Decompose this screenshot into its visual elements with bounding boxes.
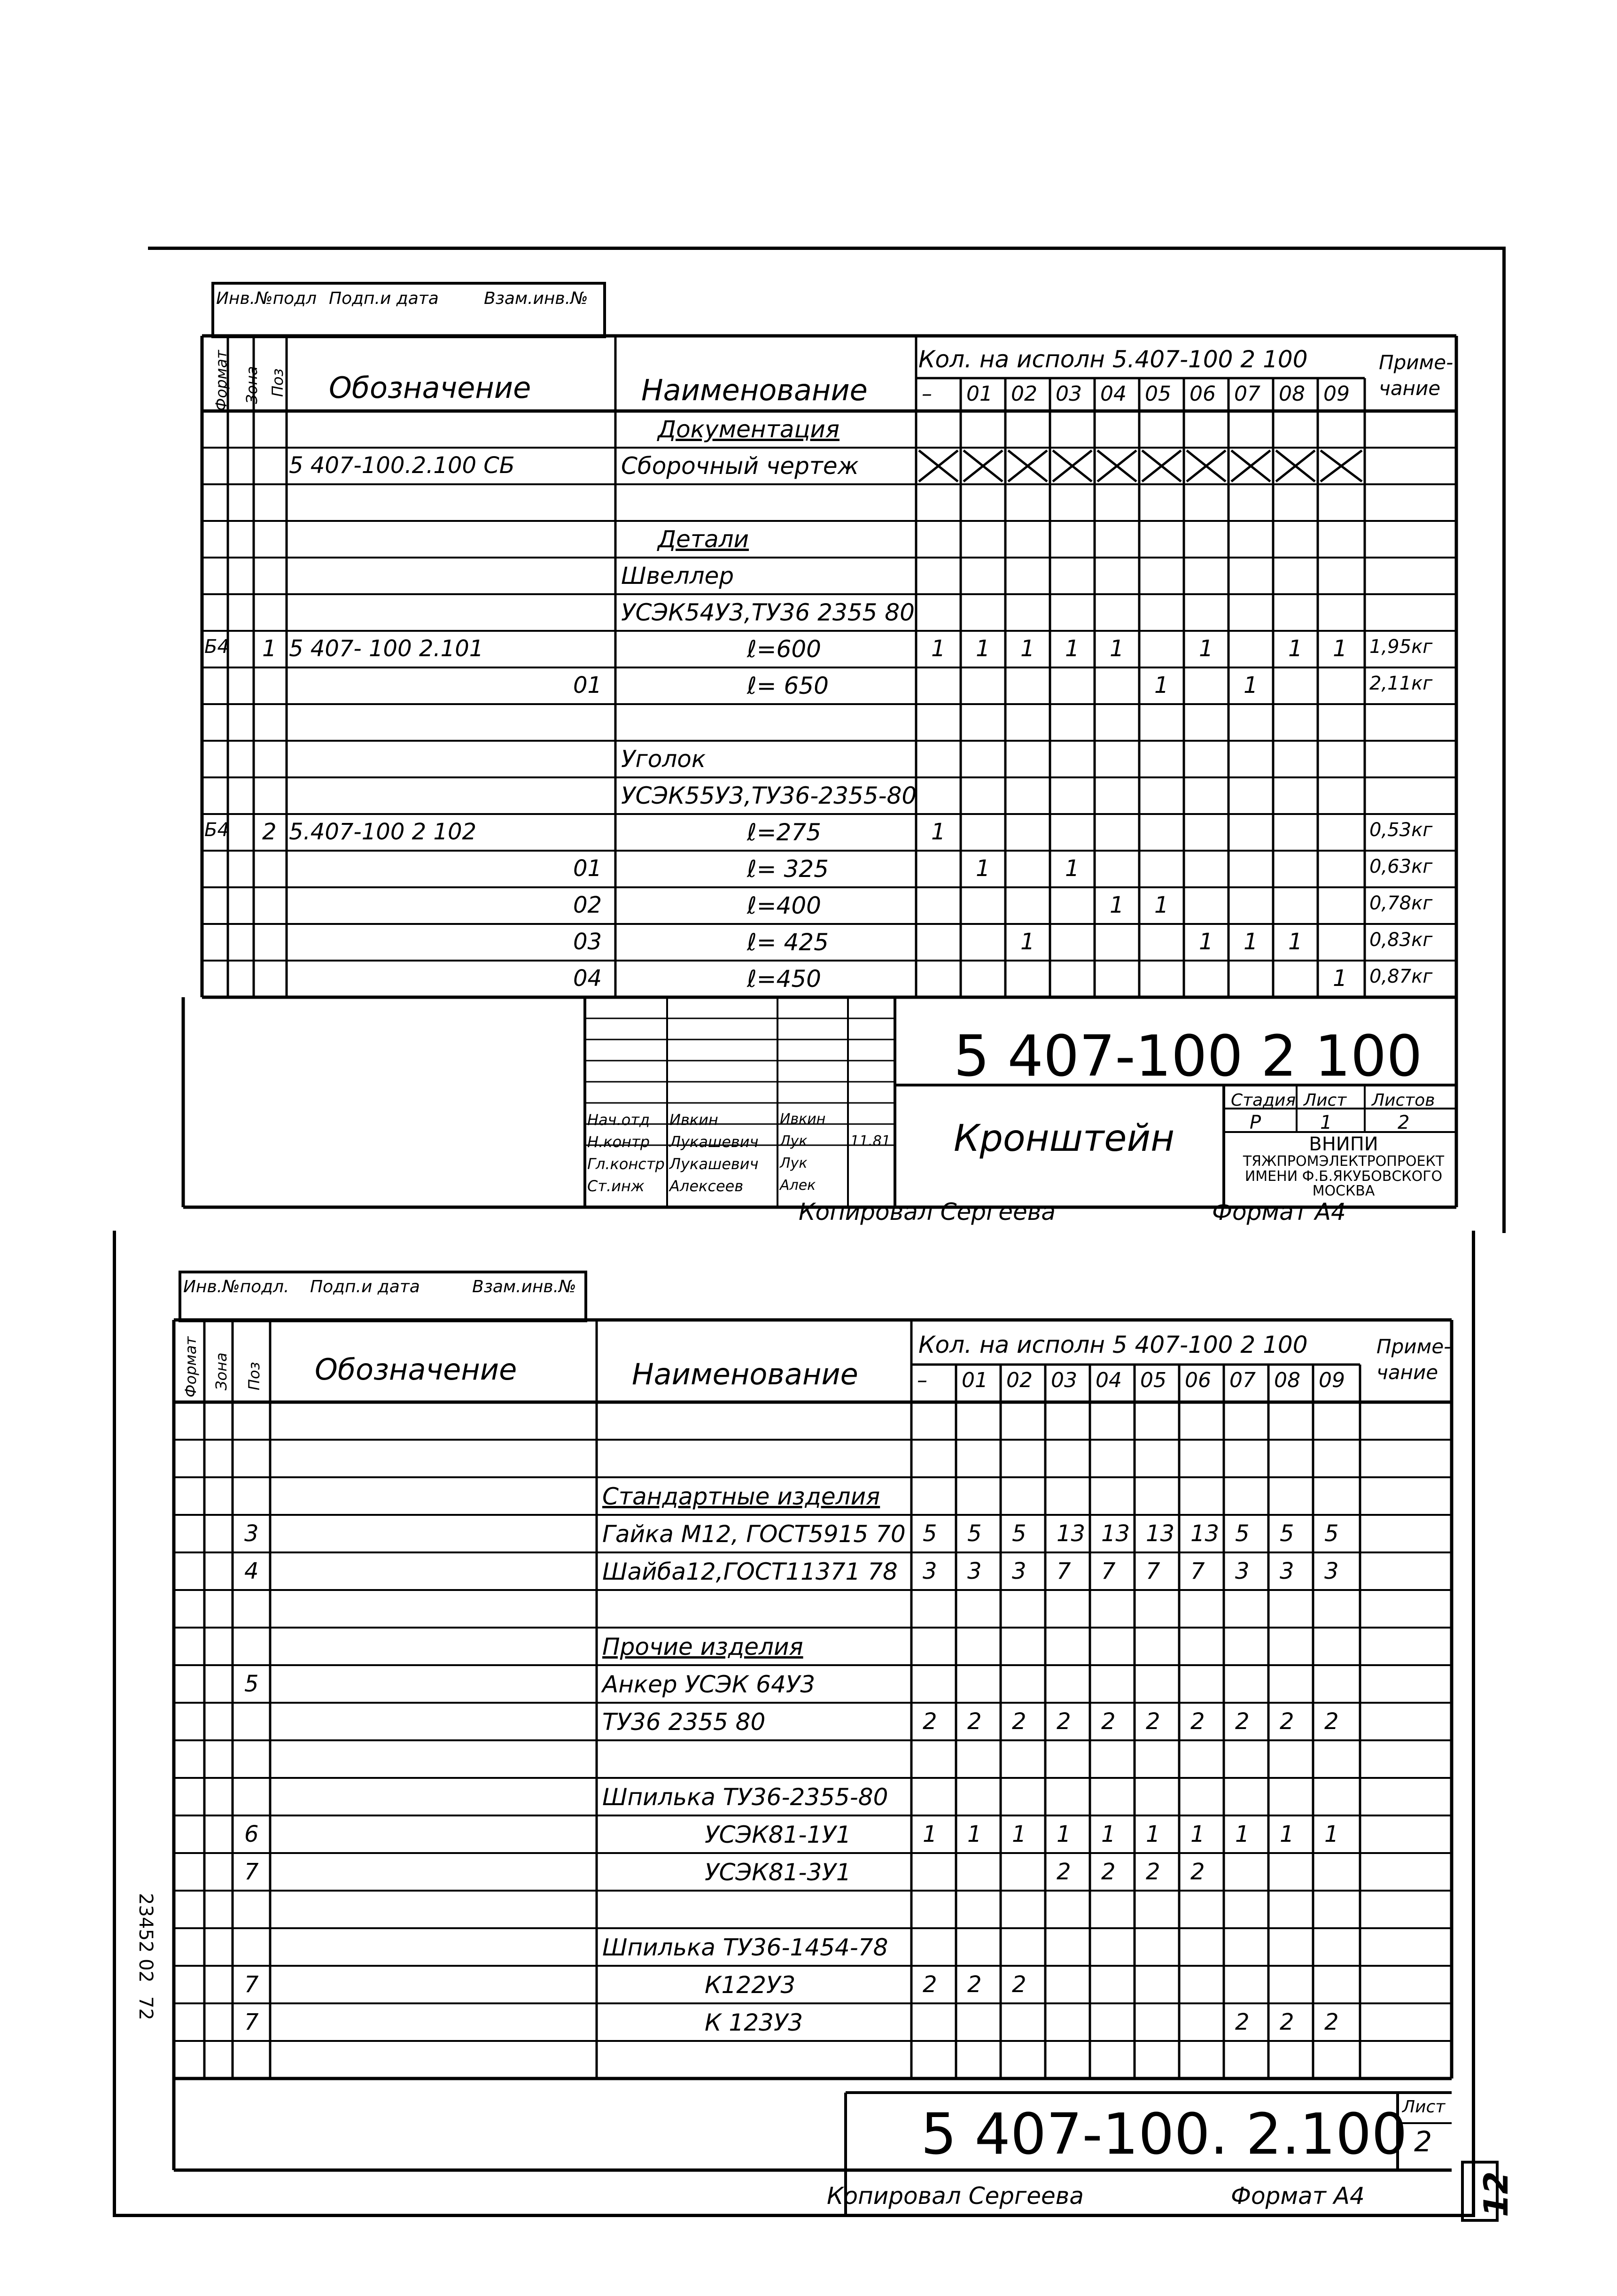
row-name: Сборочный чертеж (621, 452, 859, 480)
variant-header: 05 (1145, 382, 1171, 406)
org-line: МОСКВА (1312, 1183, 1375, 1199)
row-name: ℓ= 425 (747, 929, 829, 956)
row-position: 7 (244, 1859, 259, 1885)
variant-header: 06 (1185, 1368, 1211, 1392)
row-name: Анкер УСЭК 64У3 (602, 1671, 816, 1698)
variant-header: 01 (966, 382, 993, 406)
qty-cell: 2 (967, 1971, 982, 1998)
qty-cell: 3 (1012, 1558, 1026, 1584)
qty-cell: 2 (923, 1971, 937, 1998)
qty-cell: 1 (1244, 672, 1258, 698)
qty-cell: 7 (1057, 1558, 1071, 1584)
row-name: ТУ36 2355 80 (602, 1708, 766, 1736)
qty-cell: 2 (1235, 2009, 1250, 2035)
row-name: Гайка М12, ГОСТ5915 70 (602, 1520, 906, 1548)
qty-cell: 1 (1199, 929, 1213, 955)
qty-cell: 5 (1235, 1520, 1250, 1547)
page-number-box (1461, 2161, 1499, 2222)
qty-cell: 1 (1012, 1821, 1026, 1847)
staff-role: Н.контр (587, 1133, 650, 1151)
sheet2-sheet: 2 (1414, 2125, 1432, 2158)
row-position: 5 (244, 1671, 259, 1697)
qty-cell: 13 (1190, 1520, 1220, 1547)
row-name: Шпилька ТУ36-2355-80 (602, 1784, 888, 1811)
staff-role: Нач.отд (587, 1111, 650, 1129)
qty-cell: 2 (1101, 1859, 1116, 1885)
qty-cell: 1 (1244, 929, 1258, 955)
sheet1-sheet: 1 (1320, 1112, 1332, 1133)
qty-cell: 2 (1057, 1708, 1071, 1735)
qty-cell: 3 (967, 1558, 982, 1584)
qty-cell: 2 (1012, 1708, 1026, 1735)
qty-cell: 1 (1154, 672, 1169, 698)
qty-cell: 1 (1333, 636, 1347, 662)
sheet1-stamp-vzam: Взам.инв.№ (484, 289, 588, 308)
row-name: ℓ= 650 (747, 672, 829, 699)
sheet2-header-zone: Зона (212, 1352, 230, 1390)
row-name: К122У3 (705, 1971, 796, 1999)
row-name: УСЭК55У3,ТУ36-2355-80 (621, 782, 917, 809)
qty-cell: 1 (1146, 1821, 1160, 1847)
qty-cell: 1 (1280, 1821, 1294, 1847)
qty-cell: 5 (1280, 1520, 1294, 1547)
row-name: Шайба12,ГОСТ11371 78 (602, 1558, 898, 1585)
staff-name: Лукашевич (669, 1155, 759, 1173)
staff-sign: Алек (780, 1177, 816, 1194)
staff-role: Ст.инж (587, 1177, 645, 1195)
qty-cell: 1 (1110, 892, 1124, 918)
sheet1-stamp-sign: Подп.и дата (329, 289, 439, 308)
archive-number: 23452 02 (135, 1893, 156, 1983)
variant-header: 03 (1056, 382, 1082, 406)
qty-cell: 1 (1065, 855, 1080, 882)
row-name: ℓ=275 (747, 819, 821, 846)
row-name: ℓ= 325 (747, 855, 829, 883)
sheet1-header-designation: Обозначение (329, 371, 531, 405)
sheet2-format: Формат А4 (1231, 2182, 1365, 2210)
variant-header: 06 (1189, 382, 1216, 406)
variant-header: 09 (1319, 1368, 1345, 1392)
sheet1-sheets-label: Листов (1372, 1091, 1435, 1110)
variant-header: – (922, 382, 932, 406)
qty-cell: 2 (1190, 1859, 1205, 1885)
qty-cell: 3 (1324, 1558, 1339, 1584)
variant-header: 02 (1011, 382, 1037, 406)
row-note: 0,83кг (1369, 929, 1433, 951)
sheet2-header-name: Наименование (632, 1357, 858, 1391)
org-line: ИМЕНИ Ф.Б.ЯКУБОВСКОГО (1244, 1168, 1443, 1185)
qty-cell: 1 (923, 1821, 937, 1847)
sheet2-header-pos: Поз (245, 1362, 263, 1390)
qty-cell: 1 (1235, 1821, 1250, 1847)
variant-header: 08 (1274, 1368, 1300, 1392)
row-name: Шпилька ТУ36-1454-78 (602, 1934, 888, 1961)
org-line: ВНИПИ (1309, 1133, 1378, 1155)
staff-name: Ивкин (669, 1111, 718, 1129)
row-name: УСЭК81-3У1 (705, 1859, 851, 1886)
sheet1-header-format: Формат (212, 350, 230, 411)
org-line: ТЯЖПРОМЭЛЕКТРОПРОЕКТ (1243, 1153, 1445, 1170)
sheet2-header-qty: Кол. на исполн 5 407-100 2 100 (918, 1331, 1308, 1358)
qty-cell: 1 (1333, 965, 1347, 992)
qty-cell: 2 (1146, 1859, 1160, 1885)
row-position: 3 (244, 1520, 259, 1547)
row-name: УСЭК54У3,ТУ36 2355 80 (621, 599, 915, 626)
qty-cell: 1 (1110, 636, 1124, 662)
qty-cell: 3 (1280, 1558, 1294, 1584)
qty-cell: 2 (923, 1708, 937, 1735)
sheet2-code: 5 407-100. 2.100 (921, 2102, 1407, 2167)
sheet1-sheets: 2 (1398, 1112, 1410, 1133)
qty-cell: 1 (1190, 1821, 1205, 1847)
qty-cell: 2 (1146, 1708, 1160, 1735)
row-format: Б4 (204, 819, 229, 841)
variant-header: – (917, 1368, 927, 1392)
sheet2-stamp-inv: Инв.№подл. (183, 1277, 289, 1296)
staff-sign: Лук (780, 1155, 808, 1171)
sheet1-title: Кронштейн (954, 1117, 1175, 1160)
sheet1-header-qty: Кол. на исполн 5.407-100 2 100 (918, 346, 1308, 373)
qty-cell: 1 (1154, 892, 1169, 918)
variant-header: 07 (1229, 1368, 1256, 1392)
page-number: 12 (1477, 2171, 1516, 2217)
qty-cell: 2 (1324, 2009, 1339, 2035)
row-name: Стандартные изделия (602, 1483, 880, 1510)
sheet1-stage-label: Стадия (1231, 1091, 1296, 1110)
row-name: Документация (658, 416, 840, 443)
sheet1-copied: Копировал Сергеева (799, 1198, 1056, 1226)
row-designation: 5 407- 100 2.101 (289, 636, 484, 662)
row-note: 0,53кг (1369, 819, 1433, 841)
qty-cell: 13 (1057, 1520, 1086, 1547)
qty-cell: 5 (967, 1520, 982, 1547)
sheet2-sheet-label: Лист (1402, 2097, 1446, 2117)
row-note: 0,63кг (1369, 856, 1433, 877)
row-position: 4 (244, 1558, 259, 1584)
row-position: 6 (244, 1821, 259, 1847)
qty-cell: 2 (1101, 1708, 1116, 1735)
qty-cell: 13 (1101, 1520, 1130, 1547)
row-position: 7 (244, 2009, 259, 2035)
qty-cell: 3 (1235, 1558, 1250, 1584)
qty-cell: 2 (1280, 1708, 1294, 1735)
row-name: Прочие изделия (602, 1633, 803, 1660)
qty-cell: 7 (1101, 1558, 1116, 1584)
row-name: Швеллер (621, 562, 734, 590)
sheet1-header-note: Приме-чание (1379, 351, 1454, 400)
sheet2-header-format: Формат (182, 1336, 200, 1397)
qty-cell: 7 (1190, 1558, 1205, 1584)
row-designation: 01 (573, 672, 602, 698)
qty-cell: 1 (1057, 1821, 1071, 1847)
variant-header: 03 (1051, 1368, 1077, 1392)
row-position: 1 (262, 636, 277, 662)
row-designation: 02 (573, 892, 602, 918)
qty-cell: 1 (1288, 636, 1303, 662)
qty-cell: 3 (923, 1558, 937, 1584)
sheet1-stamp-inv: Инв.№подл (216, 289, 317, 308)
variant-header: 05 (1140, 1368, 1166, 1392)
qty-cell: 1 (1199, 636, 1213, 662)
staff-name: Лукашевич (669, 1133, 759, 1151)
qty-cell: 1 (931, 636, 946, 662)
sheet1-header-name: Наименование (641, 373, 868, 407)
sheet2-stamp-sign: Подп.и дата (310, 1277, 420, 1296)
variant-header: 01 (962, 1368, 988, 1392)
qty-cell: 1 (931, 819, 946, 845)
qty-cell: 1 (976, 636, 990, 662)
sheet2-copied: Копировал Сергеева (827, 2182, 1084, 2210)
qty-cell: 2 (1190, 1708, 1205, 1735)
variant-header: 07 (1234, 382, 1260, 406)
qty-cell: 1 (1020, 929, 1035, 955)
sheet1-sheet-label: Лист (1304, 1091, 1347, 1110)
row-designation: 5.407-100 2 102 (289, 819, 477, 845)
sheet1-stage: Р (1250, 1112, 1261, 1133)
row-designation: 5 407-100.2.100 СБ (289, 452, 515, 479)
qty-cell: 5 (1012, 1520, 1026, 1547)
qty-cell: 1 (1324, 1821, 1339, 1847)
qty-cell: 2 (1235, 1708, 1250, 1735)
row-note: 0,87кг (1369, 966, 1433, 987)
variant-header: 02 (1006, 1368, 1033, 1392)
sheet1-org (1226, 1134, 1461, 1199)
qty-cell: 2 (967, 1708, 982, 1735)
row-designation: 03 (573, 929, 602, 955)
qty-cell: 1 (1101, 1821, 1116, 1847)
sheet1-code: 5 407-100 2 100 (954, 1024, 1423, 1089)
row-name: ℓ=450 (747, 965, 821, 993)
qty-cell: 1 (967, 1821, 982, 1847)
sheet1-header-pos: Поз (269, 368, 287, 397)
row-designation: 01 (573, 855, 602, 882)
qty-cell: 13 (1146, 1520, 1175, 1547)
sheet1-header-zone: Зона (243, 366, 261, 404)
row-name: ℓ=600 (747, 636, 821, 663)
qty-cell: 7 (1146, 1558, 1160, 1584)
variant-header: 08 (1279, 382, 1305, 406)
row-position: 7 (244, 1971, 259, 1998)
staff-sign: Лук (780, 1133, 808, 1149)
qty-cell: 2 (1057, 1859, 1071, 1885)
qty-cell: 5 (923, 1520, 937, 1547)
qty-cell: 2 (1324, 1708, 1339, 1735)
row-name: Детали (658, 526, 749, 553)
qty-cell: 2 (1280, 2009, 1294, 2035)
row-note: 2,11кг (1369, 673, 1433, 694)
archive-sub-number: 72 (135, 1996, 156, 2020)
sheet2-header-note: Приме-чание (1376, 1335, 1451, 1384)
variant-header: 04 (1100, 382, 1127, 406)
qty-cell: 1 (1065, 636, 1080, 662)
qty-cell: 1 (976, 855, 990, 882)
variant-header: 04 (1096, 1368, 1122, 1392)
staff-role: Гл.констр (587, 1155, 665, 1173)
staff-date: 11.81 (850, 1133, 891, 1149)
row-format: Б4 (204, 636, 229, 658)
staff-sign: Ивкин (780, 1111, 826, 1127)
variant-header: 09 (1323, 382, 1350, 406)
row-name: Уголок (621, 745, 706, 773)
sheet2-header-designation: Обозначение (315, 1352, 517, 1387)
row-note: 0,78кг (1369, 892, 1433, 914)
row-name: ℓ=400 (747, 892, 821, 919)
sheet2-stamp-vzam: Взам.инв.№ (472, 1277, 576, 1296)
row-designation: 04 (573, 965, 602, 992)
row-note: 1,95кг (1369, 636, 1433, 658)
staff-name: Алексеев (669, 1177, 744, 1195)
sheet1-format: Формат А4 (1212, 1198, 1346, 1226)
row-position: 2 (262, 819, 277, 845)
qty-cell: 2 (1012, 1971, 1026, 1998)
qty-cell: 5 (1324, 1520, 1339, 1547)
row-name: УСЭК81-1У1 (705, 1821, 851, 1848)
row-name: К 123У3 (705, 2009, 803, 2036)
qty-cell: 1 (1288, 929, 1303, 955)
qty-cell: 1 (1020, 636, 1035, 662)
